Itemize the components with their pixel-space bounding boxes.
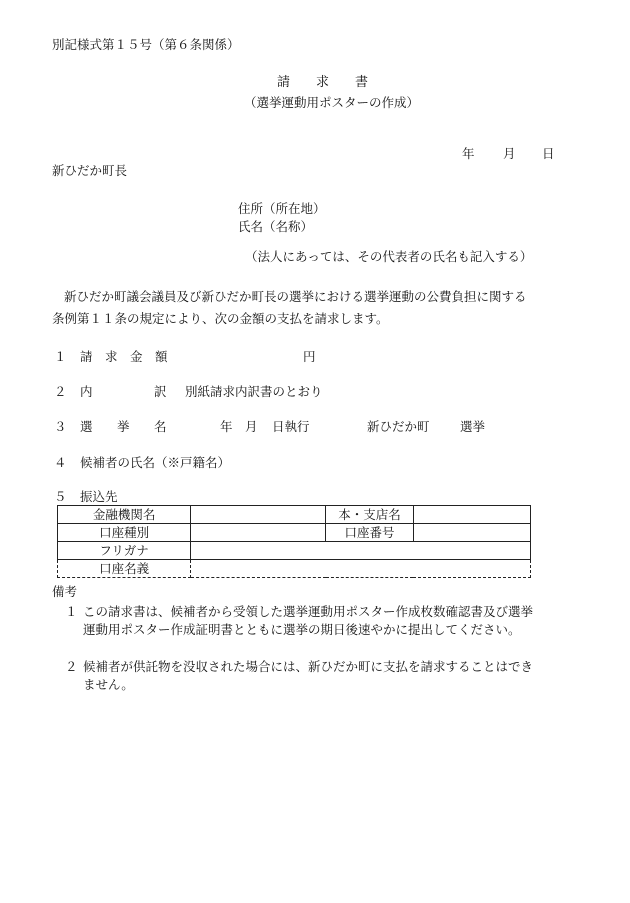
item-3-day-exec: 日執行: [272, 419, 310, 434]
item-2-value: 別紙請求内訳書のとおり: [185, 384, 323, 399]
document-title: 請 求 書: [277, 75, 369, 90]
item-3-town: 新ひだか町: [367, 419, 430, 434]
item-3-label-b: 挙: [117, 419, 130, 434]
item-3-year: 年: [220, 419, 233, 434]
document-subtitle: （選挙運動用ポスターの作成）: [244, 95, 420, 110]
item-4-number: ４: [54, 455, 67, 470]
branch-field[interactable]: [413, 506, 530, 524]
institution-field[interactable]: [191, 506, 326, 524]
item-2-number: ２: [54, 384, 67, 399]
item-3-month: 月: [245, 419, 258, 434]
item-4-label: 候補者の氏名（※戸籍名）: [80, 455, 231, 470]
body-line-1: 新ひだか町議会議員及び新ひだか町長の選挙における選挙運動の公費負担に関する: [64, 289, 527, 304]
remarks-heading: 備考: [52, 584, 78, 599]
remark-1-number: １: [65, 604, 78, 619]
form-id: 別記様式第１５号（第６条関係）: [52, 37, 240, 52]
table-row: [58, 542, 531, 560]
item-2-label-b: 訳: [154, 384, 167, 399]
account-holder-field[interactable]: [191, 560, 531, 578]
addressee: 新ひだか町長: [52, 163, 128, 178]
item-3-label-c: 名: [154, 419, 167, 434]
bank-account-table: [57, 505, 531, 578]
furigana-label: フリガナ: [58, 542, 191, 560]
item-1-label: 請 求 金 額: [80, 349, 168, 364]
date-year: 年: [462, 146, 475, 161]
item-5-number: ５: [54, 489, 67, 504]
account-type-field[interactable]: [191, 524, 326, 542]
account-type-label: 口座種別: [58, 524, 191, 542]
date-month: 月: [503, 146, 516, 161]
table-row: [58, 560, 531, 578]
item-3-label-a: 選: [80, 419, 93, 434]
date-day: 日: [542, 146, 555, 161]
item-1-number: １: [54, 349, 67, 364]
item-5-label: 振込先: [80, 489, 118, 504]
item-2-label-a: 内: [80, 384, 93, 399]
name-label: 氏名（名称）: [238, 219, 314, 234]
address-label: 住所（所在地）: [238, 201, 326, 216]
remark-2-number: ２: [65, 659, 78, 674]
branch-label: 本・支店名: [326, 506, 414, 524]
item-3-election: 選挙: [460, 419, 486, 434]
remark-1-text: この請求書は、候補者から受領した選挙運動用ポスター作成枚数確認書及び選挙運動用ポスター作成証明書とともに選挙の期日後速やかに提出してください。: [83, 604, 534, 637]
item-3-number: ３: [54, 419, 67, 434]
item-1-unit: 円: [303, 349, 316, 364]
body-line-2: 条例第１１条の規定により、次の金額の支払を請求します。: [52, 311, 389, 326]
table-row: [58, 524, 531, 542]
account-holder-label: 口座名義: [58, 560, 191, 578]
furigana-field[interactable]: [191, 542, 531, 560]
institution-label: 金融機関名: [58, 506, 191, 524]
account-number-label: 口座番号: [326, 524, 414, 542]
account-number-field[interactable]: [413, 524, 530, 542]
corporate-note: （法人にあっては、その代表者の氏名も記入する）: [245, 249, 533, 264]
table-row: [58, 506, 531, 524]
remark-2-text: 候補者が供託物を没収された場合には、新ひだか町に支払を請求することはできません。: [83, 659, 534, 692]
